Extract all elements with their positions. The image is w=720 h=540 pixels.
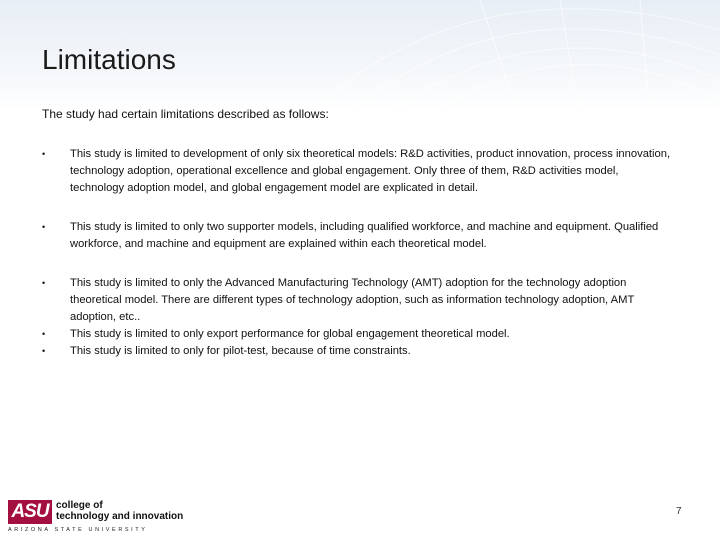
list-item: • This study is limited to only for pilot-test, because of time constraints. [42, 343, 672, 360]
intro-text: The study had certain limitations described as follows: [42, 107, 329, 121]
list-item: • This study is limited to development of only six theoretical models: R&D activities, product innovation, process innovation, technology adoption, operational excellence and global engagement. Only three of them, R&D activities model, technology adoption model, and global engagement model are explicated in detail. [42, 146, 672, 197]
list-item: • This study is limited to only the Advanced Manufacturing Technology (AMT) adoption for the technology adoption theoretical model. There are different types of technology adoption, such as information technology adoption, AMT adoption, etc.. [42, 275, 672, 326]
list-item: • This study is limited to only export performance for global engagement theoretical model. [42, 326, 672, 343]
asu-logo-mark: ASU [8, 500, 52, 524]
asu-logo [6, 500, 184, 536]
logo-university-line: ARIZONA STATE UNIVERSITY [8, 527, 148, 533]
logo-technology-line: technology and innovation [56, 511, 184, 522]
limitations-list [42, 146, 672, 360]
list-item: • This study is limited to only two supporter models, including qualified workforce, and machine and equipment. Qualified workforce, and machine and equipment are explained within each theoretical model. [42, 219, 672, 253]
page-number: 7 [676, 506, 682, 517]
logo-college-line: college of [56, 500, 103, 511]
slide-title: Limitations [42, 44, 176, 75]
